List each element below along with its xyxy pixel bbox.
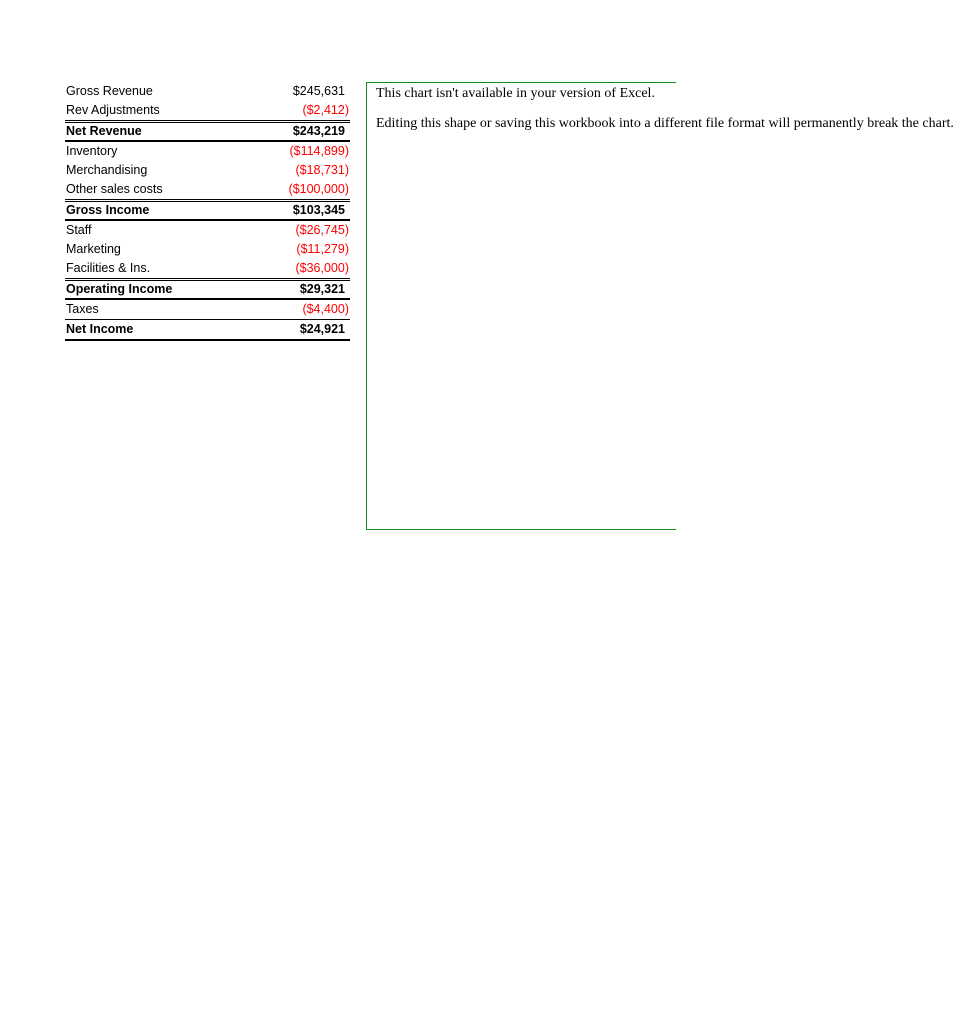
row-value: ($26,745) [295, 223, 349, 237]
row-operating-income [65, 278, 350, 300]
row-label: Gross Revenue [66, 84, 153, 98]
chart-unavailable-placeholder[interactable] [366, 82, 954, 530]
row-label: Staff [66, 223, 92, 237]
row-value: $245,631 [292, 84, 345, 98]
income-statement-table [65, 82, 350, 341]
row-label: Net Income [66, 322, 134, 336]
row-label: Inventory [66, 144, 118, 158]
row-value: ($114,899) [289, 144, 349, 158]
row-value: $243,219 [292, 124, 345, 138]
row-label: Marketing [66, 242, 121, 256]
row-value: ($11,279) [296, 242, 349, 256]
row-marketing [65, 240, 350, 259]
row-label: Facilities & Ins. [66, 261, 151, 275]
row-label: Operating Income [66, 282, 173, 296]
row-label: Rev Adjustments [66, 103, 160, 117]
row-value: ($100,000) [288, 182, 349, 196]
row-value: ($4,400) [302, 302, 349, 316]
row-gross-income [65, 199, 350, 221]
row-label: Merchandising [66, 163, 148, 177]
row-facilities [65, 259, 350, 278]
row-value: ($36,000) [295, 261, 349, 275]
row-label: Other sales costs [66, 182, 163, 196]
row-inventory [65, 142, 350, 161]
row-label: Taxes [66, 302, 99, 316]
row-value: ($18,731) [295, 163, 349, 177]
chart-unavailable-message: This chart isn't available in your version of Excel. [376, 86, 655, 101]
row-other-sales-costs [65, 180, 350, 199]
row-merchandising [65, 161, 350, 180]
row-value: $103,345 [292, 203, 345, 217]
row-net-revenue [65, 120, 350, 142]
row-value: $24,921 [299, 322, 345, 336]
row-rev-adjustments [65, 101, 350, 120]
row-value: ($2,412) [302, 103, 349, 117]
row-value: $29,321 [299, 282, 345, 296]
row-gross-revenue [65, 82, 350, 101]
row-net-income [65, 319, 350, 341]
chart-edit-warning-message: Editing this shape or saving this workbook into a different file format will permanently break the chart. [376, 116, 954, 131]
row-label: Gross Income [66, 203, 150, 217]
row-taxes [65, 300, 350, 319]
row-staff [65, 221, 350, 240]
row-label: Net Revenue [66, 124, 142, 138]
